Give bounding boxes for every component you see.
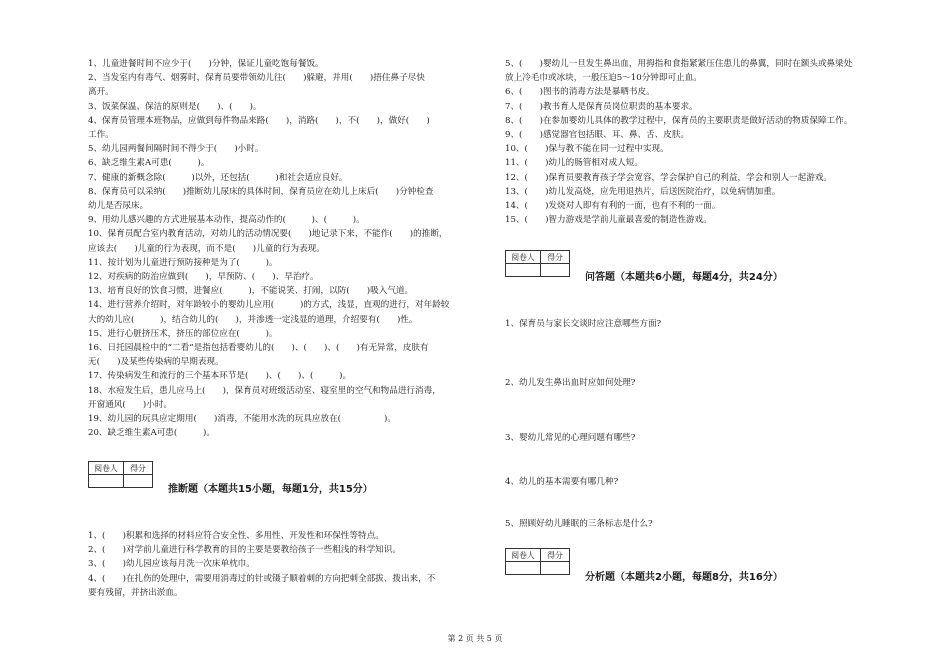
score-box-reviewer: 阅卷人 — [89, 462, 124, 475]
judge-question-line: 放上冷毛巾或冰块，一般压迫5～10分钟即可止血。 — [505, 73, 702, 84]
score-box-analysis — [505, 548, 570, 575]
judge-question-line: 4、( )在扎伤的处理中，需要用消毒过的针或镊子顺着刺的方向把刺全部拔、拨出来，不 — [88, 573, 436, 584]
score-box-score: 得分 — [541, 549, 570, 562]
question-line: 离开。 — [88, 87, 114, 98]
question-line: 7、健康的新概念除( )以外，还包括( )和社会适应良好。 — [88, 172, 348, 183]
score-box-cell — [541, 562, 570, 575]
question-line: 18、水痘发生后，患儿应马上( )，保育员对班级活动室、寝室里的空气和物品进行消毒， — [88, 385, 441, 396]
score-box-cell — [89, 475, 124, 488]
judge-question-line: 3、( )幼儿园应该每月洗一次床单枕巾。 — [88, 559, 255, 570]
score-box-judge — [88, 461, 153, 488]
qa-question: 2、幼儿发生鼻出血时应如何处理? — [505, 378, 636, 388]
qa-question: 3、婴幼儿常见的心理问题有哪些? — [505, 433, 636, 443]
question-line: 3、饭菜保温、保洁的原则是( )、( )。 — [88, 101, 262, 112]
question-line: 开窗通风( )小时。 — [88, 399, 173, 410]
question-line: 8、保育员可以采纳( )推断幼儿尿床的具体时间，保育员应在幼儿上床后( )分钟检查 — [88, 186, 434, 197]
qa-question: 1、保育员与家长交谈时应注意哪些方面? — [505, 319, 662, 329]
score-box-reviewer: 阅卷人 — [506, 549, 541, 562]
judge-question-line: 15、( )智力游戏是学前儿童最喜爱的制造性游戏。 — [505, 215, 712, 226]
question-line: 17、传染病发生和流行的三个基本环节是( )、( )、( )。 — [88, 371, 352, 382]
qa-question: 4、幼儿的基本需要有哪几种? — [505, 477, 619, 487]
question-line: 4、保育员管理本班物品，应做到每件物品来路( )，消路( )，不( )，做好( ) — [88, 115, 430, 126]
section-title-analysis: 分析题（本题共2小题，每题8分，共16分） — [585, 572, 783, 583]
score-box-qa — [505, 250, 570, 277]
qa-question: 5、照顾好幼儿睡眠的三条标志是什么? — [505, 519, 653, 529]
score-box-score: 得分 — [541, 251, 570, 264]
judge-question-line: 13、( )幼儿发高烧，应先用退热片，后送医院治疗，以免病情加重。 — [505, 186, 781, 197]
question-line: 16、日托园晨检中的“二看”是指包括看婴幼儿的( )、( )、( )有无异常，皮肤有 — [88, 343, 429, 353]
question-line: 工作。 — [88, 130, 114, 140]
question-line: 10、保育员配合室内教育活动，对幼儿的活动情况要( )地记录下来，不能作( )的推断， — [88, 229, 448, 240]
question-line: 12、对疾病的防治应做到( )，早预防、( )、早治疗。 — [88, 272, 319, 282]
score-box-reviewer: 阅卷人 — [506, 251, 541, 264]
judge-question-line: 要有残留，并挤出淤血。 — [88, 587, 183, 598]
score-box-cell — [506, 562, 541, 575]
judge-question-line: 6、( )图书的消毒方法是暴晒书皮。 — [505, 87, 655, 98]
question-line: 幼儿是否尿床。 — [88, 201, 149, 211]
judge-question-line: 1、( )积累和选择的材料应符合安全性、多用性、开发性和环保性等特点。 — [88, 531, 384, 541]
judge-question-line: 7、( )教书育人是保育员岗位职责的基本要求。 — [505, 101, 698, 112]
judge-question-line: 11、( )幼儿的肠管相对成人短。 — [505, 158, 643, 169]
question-line: 5、幼儿园两餐间隔时间不得少于( )小时。 — [88, 144, 264, 155]
judge-question-line: 2、( )对学前儿童进行科学教育的目的主要是要教给孩子一些粗浅的科学知识。 — [88, 545, 401, 556]
judge-question-line: 14、( )发烧对人即有有利的一面，也有不利的一面。 — [505, 201, 721, 211]
question-line: 19、幼儿园的玩具应定期用( )消毒，不能用水洗的玩具应放在( )。 — [88, 414, 396, 424]
judge-question-line: 8、( )在参加婴幼儿具体的教学过程中，保育员的主要职责是做好活动的物质保障工作。 — [505, 115, 853, 126]
judge-question-line: 10、( )保与教不能在同一过程中实现。 — [505, 144, 669, 155]
score-box-cell — [541, 264, 570, 277]
section-title-judge: 推断题（本题共15小题，每题1分，共15分） — [168, 484, 373, 495]
question-line: 13、培育良好的饮食习惯，进餐应( )，不能说笑、打闹，以防( )吸入气道。 — [88, 286, 414, 297]
judge-question-line: 9、( )感觉器官包括眼、耳、鼻、舌、皮肤。 — [505, 130, 690, 140]
score-box-cell — [506, 264, 541, 277]
question-line: 应该去( )儿童的行为表现，而不是( )儿童的行为表现。 — [88, 243, 325, 254]
question-line: 大的幼儿应( )，结合幼儿的( )，并渗透一定浅显的道理，介绍要有( )性。 — [88, 314, 418, 325]
question-line: 14、进行营养介绍时，对年龄较小的婴幼儿应用( )的方式，浅显，直观的进行，对年龄较 — [88, 300, 450, 311]
question-line: 20、缺乏维生素A可患( )。 — [88, 428, 215, 439]
question-line: 11、按计划为儿童进行预防接种是为了( )。 — [88, 257, 278, 268]
score-box-score: 得分 — [124, 462, 153, 475]
question-line: 15、进行心脏挤压术，挤压的部位应在( )。 — [88, 328, 278, 339]
judge-question-line: 5、( )婴幼儿一旦发生鼻出血，用拇指和食指紧紧压住患儿的鼻翼，同时在额头或鼻梁处 — [505, 59, 853, 69]
judge-question-line: 12、( )保育员要教育孩子学会宽容，学会保护自己的利益，学会和别人一起游戏。 — [505, 172, 833, 183]
question-line: 6、缺乏维生素A可患( )。 — [88, 158, 210, 169]
question-line: 2、当发室内有毒气、烟雾时，保育员要带领幼儿往( )躲避，并用( )捂住鼻子尽快 — [88, 73, 425, 84]
question-line: 无( )及某些传染病的早期表现。 — [88, 357, 224, 368]
question-line: 9、用幼儿感兴趣的方式进展基本动作，提高动作的( )、( )。 — [88, 215, 365, 226]
question-line: 1、儿童进餐时间不应少于( )分钟，保证儿童吃饱每餐饭。 — [88, 59, 324, 69]
page-footer: 第 2 页 共 5 页 — [447, 634, 503, 643]
section-title-qa: 问答题（本题共6小题，每题4分，共24分） — [585, 272, 783, 283]
score-box-cell — [124, 475, 153, 488]
